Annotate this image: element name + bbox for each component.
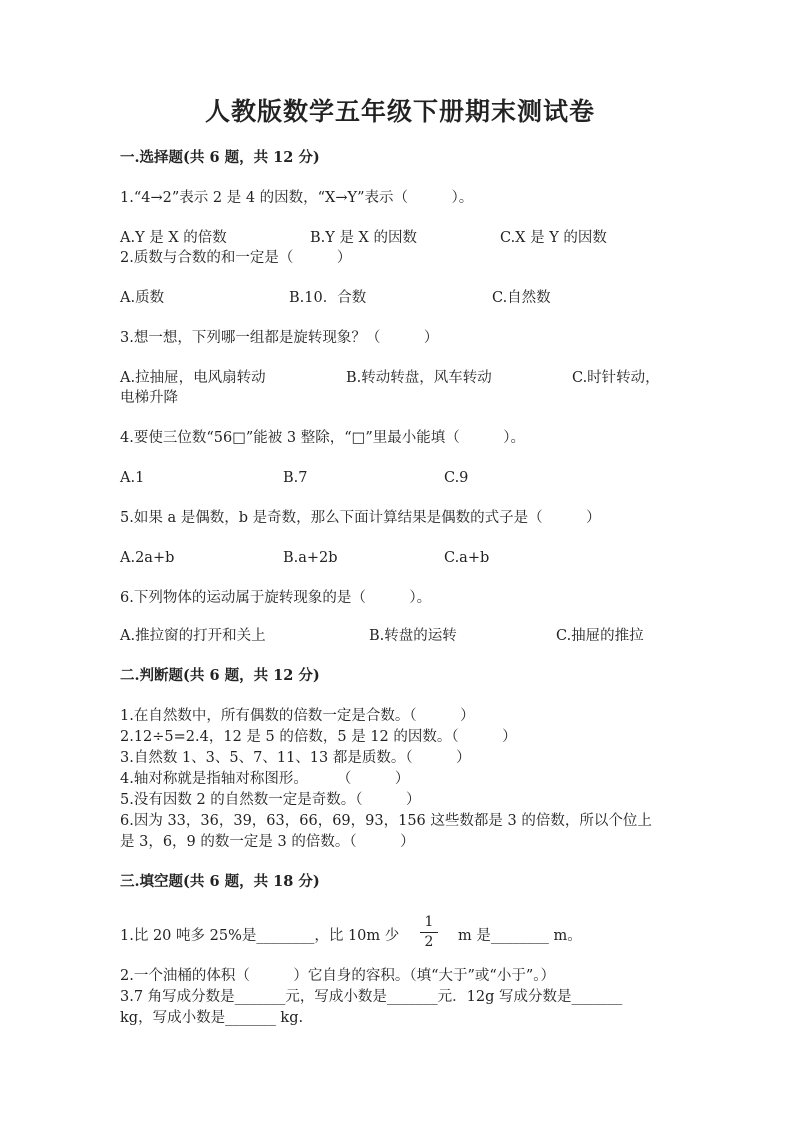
section-heading-fill: 三.填空题(共 6 题，共 18 分) [120,873,320,890]
fraction-bar [420,932,438,933]
fill-q3-line2: kg，写成小数是_______ kg. [120,1010,304,1026]
choice-q6-stem: 6.下列物体的运动属于旋转现象的是（ ）。 [120,590,432,606]
judge-q5: 5.没有因数 2 的自然数一定是奇数。（ ） [120,792,421,808]
choice-q2-option-b: B.10．合数 [289,290,367,306]
fraction-denominator: 2 [424,934,434,950]
choice-q6-option-b: B.转盘的运转 [369,628,457,644]
choice-q6-option-c: C.抽屉的推拉 [556,628,644,644]
choice-q3-option-b: B.转动转盘，风车转动 [346,370,492,386]
judge-q4: 4.轴对称就是指轴对称图形。 （ ） [120,771,410,787]
choice-q5-option-b: B.a+2b [283,550,338,566]
section-heading-judge: 二.判断题(共 6 题，共 12 分) [120,667,320,684]
choice-q4-option-b: B.7 [283,470,308,486]
choice-q1-option-b: B.Y 是 X 的因数 [310,230,417,246]
fill-q3-line1: 3.7 角写成分数是_______元，写成小数是_______元．12g 写成分数是_______ [120,989,623,1005]
choice-q3-option-c-continued: 电梯升降 [120,390,178,406]
judge-q6-line1: 6.因为 33，36，39，63，66，69，93，156 这些数都是 3 的倍数，所以个位上 [120,813,652,829]
judge-q1: 1.在自然数中，所有偶数的倍数一定是合数。（ ） [120,708,475,724]
choice-q2-option-a: A.质数 [120,290,165,306]
judge-q2: 2.12÷5=2.4，12 是 5 的倍数，5 是 12 的因数。（ ） [120,729,517,745]
choice-q4-option-a: A.1 [120,470,145,486]
choice-q2-stem: 2.质数与合数的和一定是（ ） [120,250,352,266]
choice-q6-option-a: A.推拉窗的打开和关上 [120,628,266,644]
choice-q3-stem: 3.想一想，下列哪一组都是旋转现象？（ ） [120,330,439,346]
choice-q3-option-c: C.时针转动， [572,370,660,386]
section-heading-choice: 一.选择题(共 6 题，共 12 分) [120,149,320,166]
fraction-one-half [418,914,440,951]
choice-q1-option-c: C.X 是 Y 的因数 [500,230,607,246]
judge-q3: 3.自然数 1、3、5、7、11、13 都是质数。（ ） [120,750,471,766]
choice-q5-option-c: C.a+b [444,550,490,566]
choice-q2-option-c: C.自然数 [492,290,551,306]
fraction-numerator: 1 [424,914,434,930]
choice-q4-option-c: C.9 [444,470,469,486]
judge-q6-line2: 是 3，6，9 的数一定是 3 的倍数。（ ） [120,834,415,850]
exam-title: 人教版数学五年级下册期末测试卷 [204,97,595,126]
choice-q3-option-a: A.拉抽屉，电风扇转动 [120,370,266,386]
fill-q2: 2.一个油桶的体积（ ）它自身的容积。（填“大于”或“小于”。） [120,968,555,984]
fill-q1-part1: 1.比 20 吨多 25%是________，比 10m 少 [120,928,400,944]
fill-q1-part2: m 是________ m。 [458,928,582,944]
choice-q1-stem: 1.“4→2”表示 2 是 4 的因数，“X→Y”表示（ ）。 [120,190,474,206]
choice-q4-stem: 4.要使三位数“56□”能被 3 整除，“□”里最小能填（ ）。 [120,430,526,446]
choice-q5-stem: 5.如果 a 是偶数，b 是奇数，那么下面计算结果是偶数的式子是（ ） [120,510,601,526]
choice-q1-option-a: A.Y 是 X 的倍数 [120,230,227,246]
choice-q5-option-a: A.2a+b [120,550,175,566]
